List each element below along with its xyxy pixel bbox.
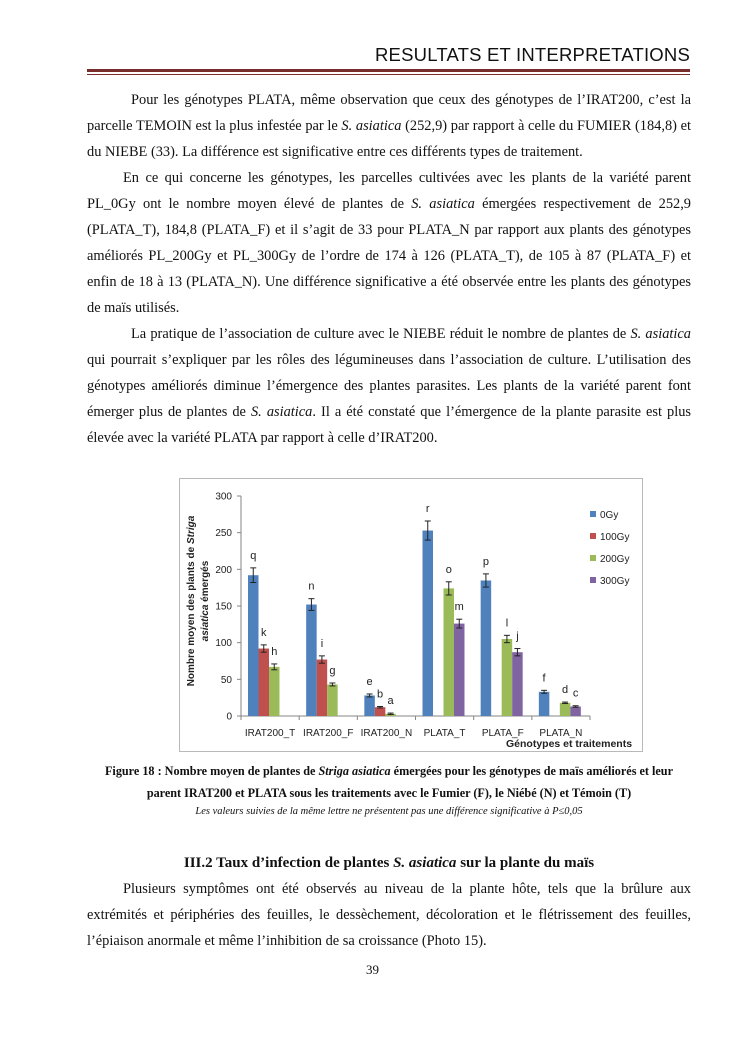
y-tick-label: 150 <box>215 601 232 613</box>
significance-letter: q <box>250 549 257 562</box>
paragraph-genotypes: En ce qui concerne les génotypes, les parcelles cultivées avec les plants de la variété parent PL_0Gy ont le nombre moyen élevé de plantes de S. asiatica émergées respectivement de 252,9 (PLATA_T), 184,8 (PLATA_F) et il s’agit de 33 pour PLATA_N par rapport aux plants des génotypes améliorés PL_200Gy et PL_300Gy de l’ordre de 174 à 126 (PLATA_T), de 105 à 87 (PLATA_F) et enfin de 18 à 13 (PLATA_N). Une différence significative a été observée entre les plants des génotypes de maïs utilisés. <box>87 170 692 316</box>
bar <box>269 667 280 716</box>
body-paragraphs-bottom <box>87 876 691 954</box>
legend-label: 200Gy <box>600 554 630 565</box>
significance-letter: l <box>505 617 509 630</box>
legend-swatch <box>590 555 596 561</box>
y-axis-title-part: asiatica <box>200 604 211 642</box>
y-tick-label: 300 <box>215 491 232 503</box>
bar <box>502 639 512 716</box>
significance-letter: h <box>271 645 278 658</box>
bar <box>570 706 581 716</box>
x-tick-label: IRAT200_T <box>244 728 296 739</box>
significance-letter: p <box>482 555 489 568</box>
y-tick-label: 50 <box>220 674 232 686</box>
significance-letter: a <box>387 695 394 708</box>
significance-letter: o <box>445 563 452 576</box>
x-tick-label: PLATA_N <box>539 728 583 739</box>
y-tick-label: 0 <box>226 711 232 723</box>
legend-swatch <box>590 577 596 583</box>
significance-note: Les valeurs suivies de la même lettre ne présentent pas une différence significative à P≤0,05 <box>195 806 583 817</box>
bar <box>423 531 434 716</box>
running-header: RESULTATS ET INTERPRETATIONS <box>375 44 690 65</box>
significance-letter: i <box>320 637 324 650</box>
y-axis-title-part: Nombre moyen des plants de <box>186 544 197 687</box>
legend-label: 100Gy <box>600 532 630 543</box>
paragraph-symptoms: Plusieurs symptômes ont été observés au niveau de la plante hôte, tels que la brûlure aux extrémités et périphéries des feuilles, le dessèchement, décoloration et le flétrissement des feuilles, l’épiaison anormale et même l’inhibition de sa croissance (Photo 15). <box>87 881 691 949</box>
significance-letter: g <box>329 665 336 677</box>
significance-letter: k <box>261 626 267 639</box>
x-tick-label: PLATA_F <box>481 728 524 739</box>
x-tick-label: IRAT200_F <box>303 728 354 739</box>
y-tick-label: 250 <box>215 528 232 540</box>
header-rule-thin <box>87 74 690 75</box>
bar <box>560 703 571 716</box>
significance-letter: j <box>516 630 519 643</box>
y-axis-title-line2 <box>200 560 211 641</box>
bar <box>364 695 375 716</box>
paragraph-plata-observation: Pour les génotypes PLATA, même observation que ceux des génotypes de l’IRAT200, c’est la parcelle TEMOIN est la plus infestée par le S. asiatica (252,9) par rapport à celle du FUMIER (184,8) et du NIEBE (33). La différence est significative entre ces différents types de traitement. <box>87 92 691 160</box>
bar <box>539 692 550 716</box>
x-tick-label: IRAT200_N <box>360 728 413 739</box>
legend-swatch <box>590 511 596 517</box>
page-number: 39 <box>366 962 379 977</box>
legend-label: 0Gy <box>600 510 619 521</box>
bar <box>444 588 455 716</box>
figure-caption: Figure 18 : Nombre moyen de plantes de Striga asiatica émergées pour les génotypes de maïs améliorés et leur parent IRAT200 et PLATA sous les traitements avec le Fumier (F), le Niébé (N) et Témoin (T) <box>104 764 673 800</box>
y-tick-label: 100 <box>215 638 232 650</box>
significance-letter: b <box>377 688 384 701</box>
bar <box>327 684 338 716</box>
significance-letter: e <box>366 676 373 688</box>
x-axis-title: Génotypes et traitements <box>506 738 633 750</box>
bar <box>317 660 328 716</box>
bar-chart-svg <box>180 479 642 751</box>
y-tick-label: 200 <box>215 564 232 576</box>
body-paragraphs-top <box>87 87 691 451</box>
significance-letter: m <box>454 601 464 614</box>
bar <box>259 649 270 716</box>
legend-swatch <box>590 533 596 539</box>
significance-letter: r <box>425 503 430 516</box>
bar <box>512 652 523 716</box>
figure-18-chart <box>179 478 643 752</box>
significance-letter: d <box>562 684 569 697</box>
legend-label: 300Gy <box>600 576 630 587</box>
bar <box>375 707 386 716</box>
significance-letter: n <box>308 580 315 593</box>
significance-letter: c <box>572 687 579 700</box>
significance-letter: f <box>542 672 546 685</box>
bar <box>481 580 492 716</box>
section-heading: III.2 Taux d’infection de plantes S. asiatica sur la plante du maïs <box>183 855 595 871</box>
y-axis-title-line1 <box>186 515 197 686</box>
paragraph-association-culture: La pratique de l’association de culture avec le NIEBE réduit le nombre de plantes de S. asiatica qui pourrait s’expliquer par les rôles des légumineuses dans l’association de culture. L’utilisation des génotypes améliorés diminue l’émergence des plantes parasites. Les plants de la variété parent font émerger plus de plantes de S. asiatica. Il a été constaté que l’émergence de la plante parasite est plus élevée avec la variété PLATA par rapport à celle d’IRAT200. <box>87 326 692 446</box>
bar <box>306 605 317 716</box>
y-axis-title-part: émergés <box>200 560 211 605</box>
y-axis-title-part: Striga <box>186 515 197 545</box>
x-tick-label: PLATA_T <box>423 728 466 739</box>
bar <box>454 624 465 716</box>
header-rule-thick <box>87 69 690 72</box>
bar <box>248 575 259 716</box>
